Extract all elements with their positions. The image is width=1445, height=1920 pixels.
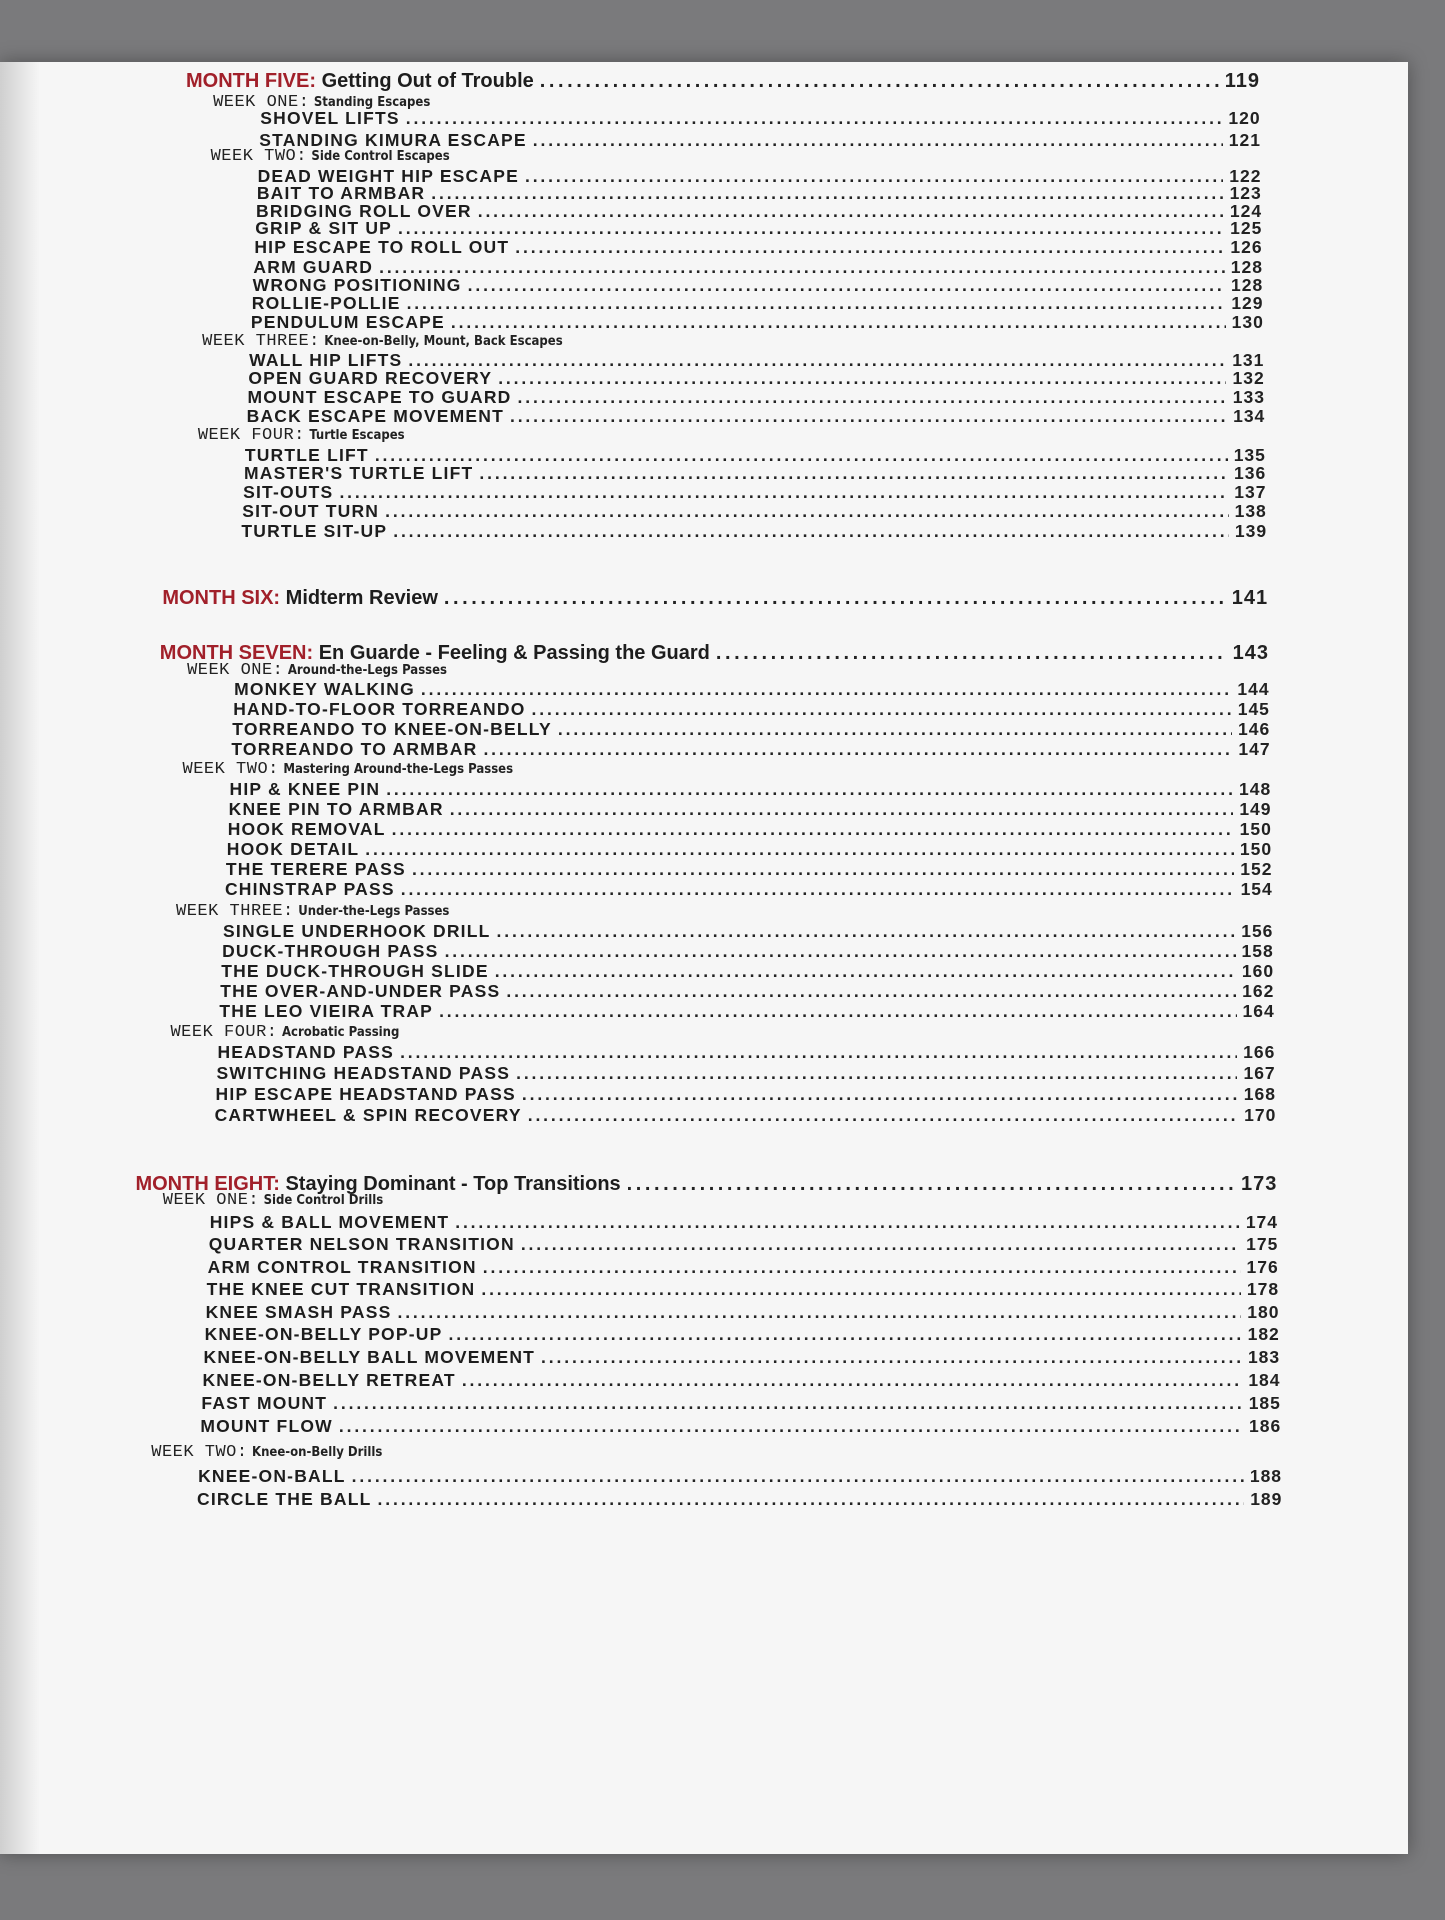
entry-title: HOOK REMOVAL <box>227 819 386 839</box>
toc-entry <box>197 1489 1282 1510</box>
week-label: WEEK THREE: <box>202 332 320 351</box>
toc-entry <box>230 779 1272 800</box>
entry-title: HIPS & BALL MOVEMENT <box>209 1212 450 1232</box>
table-of-contents <box>0 62 1408 1854</box>
dot-leader <box>521 1234 1240 1255</box>
entry-title: DUCK-THROUGH PASS <box>222 941 439 961</box>
page-number: 184 <box>1248 1370 1281 1390</box>
dot-leader <box>533 130 1223 151</box>
page-number: 166 <box>1243 1042 1276 1062</box>
page-number: 148 <box>1238 779 1272 799</box>
dot-leader <box>510 406 1227 427</box>
toc-entry <box>233 699 1270 720</box>
week-heading <box>170 1023 399 1042</box>
week-heading <box>198 426 405 445</box>
week-label: WEEK ONE: <box>187 661 284 680</box>
toc-entry <box>229 799 1272 820</box>
dot-leader <box>518 387 1227 408</box>
dot-leader <box>483 739 1232 760</box>
dot-leader <box>386 779 1233 800</box>
dot-leader <box>540 70 1219 93</box>
page-number: 131 <box>1232 350 1265 370</box>
dot-leader <box>400 1042 1237 1063</box>
page-number: 145 <box>1237 699 1270 719</box>
entry-title: KNEE-ON-BELLY BALL MOVEMENT <box>203 1347 536 1367</box>
page-number: 136 <box>1234 463 1267 483</box>
week-title: Acrobatic Passing <box>281 1025 400 1040</box>
month-title: Staying Dominant - Top Transitions <box>285 1173 621 1195</box>
entry-title: THE LEO VIEIRA TRAP <box>219 1001 434 1021</box>
entry-title: HIP ESCAPE TO ROLL OUT <box>254 237 510 257</box>
page-number: 128 <box>1230 257 1263 277</box>
dot-leader <box>516 1063 1237 1084</box>
page-number: 133 <box>1232 387 1265 407</box>
month-label: MONTH FIVE: <box>186 70 316 92</box>
month-entry <box>162 587 1268 610</box>
dot-leader <box>497 921 1236 942</box>
dot-leader <box>352 1466 1244 1487</box>
page-number: 120 <box>1228 108 1261 128</box>
entry-title: SWITCHING HEADSTAND PASS <box>216 1063 511 1083</box>
page-number: 168 <box>1243 1084 1276 1104</box>
entry-title: BRIDGING ROLL OVER <box>256 201 472 221</box>
entry-title: THE OVER-AND-UNDER PASS <box>220 981 501 1001</box>
week-heading <box>151 1443 382 1462</box>
dot-leader <box>439 1001 1236 1022</box>
week-title: Knee-on-Belly Drills <box>252 1445 383 1460</box>
dot-leader <box>455 1212 1240 1233</box>
week-label: WEEK TWO: <box>151 1443 248 1462</box>
dot-leader <box>495 961 1236 982</box>
page-number: 147 <box>1238 739 1271 759</box>
entry-title: HEADSTAND PASS <box>217 1042 395 1062</box>
page-number: 186 <box>1249 1416 1282 1436</box>
page-number: 146 <box>1238 719 1271 739</box>
week-heading <box>163 1191 383 1210</box>
page-number: 128 <box>1231 275 1264 295</box>
toc-entry <box>216 1084 1276 1105</box>
dot-leader <box>532 699 1232 720</box>
entry-title: QUARTER NELSON TRANSITION <box>208 1234 515 1254</box>
entry-title: FAST MOUNT <box>201 1393 328 1413</box>
toc-entry <box>200 1416 1281 1437</box>
page-number: 188 <box>1249 1466 1283 1486</box>
entry-title: TORREANDO TO ARMBAR <box>231 739 478 759</box>
dot-leader <box>339 1416 1243 1437</box>
entry-title: HIP & KNEE PIN <box>229 779 381 799</box>
week-label: WEEK TWO: <box>210 147 307 166</box>
entry-title: KNEE PIN TO ARMBAR <box>228 799 444 819</box>
toc-entry <box>247 406 1266 427</box>
page-number: 182 <box>1247 1324 1280 1344</box>
toc-entry <box>242 501 1267 522</box>
toc-entry <box>219 1001 1274 1022</box>
entry-title: THE KNEE CUT TRANSITION <box>206 1279 476 1299</box>
entry-title: SHOVEL LIFTS <box>260 108 400 128</box>
page-number: 158 <box>1241 941 1274 961</box>
page-number: 175 <box>1246 1234 1279 1254</box>
entry-title: HAND-TO-FLOOR TORREANDO <box>233 699 526 719</box>
dot-leader <box>462 1370 1243 1391</box>
toc-entry <box>210 1212 1278 1233</box>
toc-entry <box>223 921 1273 942</box>
page-number: 130 <box>1231 312 1264 332</box>
dot-leader <box>522 1084 1238 1105</box>
week-heading <box>187 661 447 680</box>
page-number: 173 <box>1241 1173 1278 1195</box>
page-number: 132 <box>1232 368 1265 388</box>
page-number: 150 <box>1239 839 1273 859</box>
week-label: WEEK FOUR: <box>170 1023 278 1042</box>
entry-title: WRONG POSITIONING <box>252 275 462 295</box>
toc-entry <box>228 819 1272 840</box>
toc-entry <box>248 368 1264 389</box>
week-label: WEEK ONE: <box>213 93 310 112</box>
page-number: 162 <box>1242 981 1275 1001</box>
dot-leader <box>515 237 1224 258</box>
entry-title: MONKEY WALKING <box>234 679 415 699</box>
dot-leader <box>481 1279 1241 1300</box>
toc-entry <box>206 1302 1280 1323</box>
dot-leader <box>397 1302 1241 1323</box>
page-number: 152 <box>1240 859 1273 879</box>
dot-leader <box>392 819 1234 840</box>
entry-title: MASTER'S TURTLE LIFT <box>244 463 474 483</box>
toc-entry <box>198 1466 1282 1487</box>
month-label: MONTH SEVEN: <box>159 642 314 664</box>
entry-title: ROLLIE-POLLIE <box>251 293 401 313</box>
week-title: Under-the-Legs Passes <box>298 904 450 919</box>
month-title: Getting Out of Trouble <box>321 70 534 92</box>
page-number: 139 <box>1234 521 1268 541</box>
toc-entry <box>215 1105 1277 1126</box>
dot-leader <box>528 1105 1238 1126</box>
week-heading <box>202 332 563 351</box>
page-number: 164 <box>1242 1001 1275 1021</box>
week-title: Side Control Escapes <box>311 149 450 164</box>
toc-entry <box>260 108 1260 129</box>
entry-title: CARTWHEEL & SPIN RECOVERY <box>214 1105 522 1125</box>
dot-leader <box>412 859 1234 880</box>
page-number: 141 <box>1231 587 1269 609</box>
dot-leader <box>627 1173 1235 1196</box>
dot-leader <box>716 642 1227 665</box>
page-number: 178 <box>1246 1279 1280 1299</box>
entry-title: STANDING KIMURA ESCAPE <box>259 130 527 150</box>
week-heading <box>183 760 514 779</box>
month-title: Midterm Review <box>285 587 438 609</box>
entry-title: SIT-OUTS <box>243 482 334 502</box>
book-page <box>0 62 1408 1854</box>
toc-entry <box>234 679 1270 700</box>
entry-title: SIT-OUT TURN <box>242 501 380 521</box>
toc-entry <box>254 237 1262 258</box>
page-number: 167 <box>1243 1063 1276 1083</box>
toc-entry <box>208 1257 1279 1278</box>
toc-entry <box>201 1393 1280 1414</box>
entry-title: CIRCLE THE BALL <box>197 1489 372 1509</box>
dot-leader <box>451 312 1226 333</box>
dot-leader <box>407 293 1226 314</box>
entry-title: HIP ESCAPE HEADSTAND PASS <box>215 1084 516 1104</box>
week-title: Around-the-Legs Passes <box>287 663 448 678</box>
week-title: Standing Escapes <box>313 95 431 110</box>
entry-title: WALL HIP LIFTS <box>249 350 403 370</box>
toc-entry <box>202 1370 1280 1391</box>
dot-leader <box>333 1393 1243 1414</box>
toc-entry <box>244 463 1266 484</box>
entry-title: TURTLE LIFT <box>244 445 369 465</box>
entry-title: CHINSTRAP PASS <box>224 879 395 899</box>
toc-entry <box>227 839 1272 860</box>
page-number: 154 <box>1240 879 1273 899</box>
toc-entry <box>255 218 1262 239</box>
entry-title: TURTLE SIT-UP <box>241 521 388 541</box>
week-label: WEEK TWO: <box>182 760 279 779</box>
entry-title: OPEN GUARD RECOVERY <box>248 368 493 388</box>
toc-entry <box>204 1347 1281 1368</box>
entry-title: KNEE-ON-BELLY POP-UP <box>204 1324 443 1344</box>
page-number: 183 <box>1247 1347 1281 1367</box>
month-label: MONTH EIGHT: <box>135 1173 280 1195</box>
entry-title: HOOK DETAIL <box>226 839 360 859</box>
entry-title: THE DUCK-THROUGH SLIDE <box>221 961 489 981</box>
entry-title: SINGLE UNDERHOOK DRILL <box>223 921 491 941</box>
dot-leader <box>498 368 1226 389</box>
entry-title: ARM CONTROL TRANSITION <box>207 1257 477 1277</box>
toc-entry <box>217 1063 1276 1084</box>
month-title: En Guarde - Feeling & Passing the Guard <box>318 642 710 664</box>
week-heading <box>211 147 450 166</box>
dot-leader <box>365 839 1234 860</box>
page-number: 174 <box>1245 1212 1279 1232</box>
entry-title: KNEE-ON-BALL <box>198 1466 346 1486</box>
toc-entry <box>217 1042 1275 1063</box>
page-number: 129 <box>1231 293 1264 313</box>
toc-entry <box>232 719 1270 740</box>
week-label: WEEK FOUR: <box>197 426 305 445</box>
toc-entry <box>225 879 1273 900</box>
page-number: 149 <box>1239 799 1272 819</box>
entry-title: MOUNT ESCAPE TO GUARD <box>247 387 512 407</box>
entry-title: KNEE SMASH PASS <box>205 1302 392 1322</box>
toc-entry <box>207 1279 1279 1300</box>
page-number: 189 <box>1250 1489 1283 1509</box>
dot-leader <box>398 218 1224 239</box>
page-number: 138 <box>1234 501 1267 521</box>
dot-leader <box>479 463 1228 484</box>
page-number: 176 <box>1246 1257 1279 1277</box>
toc-entry <box>226 859 1273 880</box>
dot-leader <box>506 981 1236 1002</box>
dot-leader <box>558 719 1232 740</box>
entry-title: BACK ESCAPE MOVEMENT <box>246 406 504 426</box>
toc-entry <box>209 1234 1279 1255</box>
week-title: Turtle Escapes <box>309 428 405 443</box>
week-label: WEEK THREE: <box>176 902 294 921</box>
week-title: Side Control Drills <box>263 1193 384 1208</box>
entry-title: GRIP & SIT UP <box>255 218 393 238</box>
dot-leader <box>449 1324 1242 1345</box>
week-heading <box>176 902 449 921</box>
page-number: 143 <box>1232 642 1270 664</box>
page-number: 121 <box>1228 130 1261 150</box>
dot-leader <box>406 108 1223 129</box>
page-number: 134 <box>1233 406 1266 426</box>
dot-leader <box>385 501 1228 522</box>
page-number: 135 <box>1233 445 1266 465</box>
dot-leader <box>483 1257 1241 1278</box>
toc-entry <box>222 941 1274 962</box>
entry-title: BAIT TO ARMBAR <box>256 183 426 203</box>
toc-entry <box>221 961 1274 982</box>
dot-leader <box>401 879 1235 900</box>
entry-title: MOUNT FLOW <box>200 1416 333 1436</box>
page-number: 119 <box>1224 70 1260 92</box>
dot-leader <box>393 521 1229 542</box>
page-number: 144 <box>1237 679 1270 699</box>
toc-entry <box>243 482 1266 503</box>
toc-entry <box>205 1324 1280 1345</box>
page-number: 180 <box>1247 1302 1280 1322</box>
dot-leader <box>445 941 1236 962</box>
entry-title: ARM GUARD <box>253 257 374 277</box>
dot-leader <box>339 482 1228 503</box>
week-label: WEEK ONE: <box>162 1191 260 1210</box>
dot-leader <box>444 587 1226 610</box>
week-title: Mastering Around-the-Legs Passes <box>283 762 514 777</box>
page-number: 124 <box>1229 201 1263 221</box>
page-number: 160 <box>1241 961 1275 981</box>
page-number: 137 <box>1234 482 1267 502</box>
toc-entry <box>220 981 1274 1002</box>
entry-title: THE TERERE PASS <box>225 859 406 879</box>
entry-title: PENDULUM ESCAPE <box>250 312 445 332</box>
dot-leader <box>450 799 1234 820</box>
month-label: MONTH SIX: <box>162 587 281 609</box>
entry-title: TORREANDO TO KNEE-ON-BELLY <box>232 719 552 739</box>
toc-entry <box>252 293 1264 314</box>
page-number: 122 <box>1229 166 1262 186</box>
toc-entry <box>247 387 1265 408</box>
dot-leader <box>378 1489 1245 1510</box>
dot-leader <box>421 679 1232 700</box>
page-number: 156 <box>1241 921 1274 941</box>
page-number: 126 <box>1230 237 1263 257</box>
toc-entry <box>241 521 1267 542</box>
page-number: 185 <box>1248 1393 1281 1413</box>
entry-title: DEAD WEIGHT HIP ESCAPE <box>257 166 519 186</box>
page-number: 125 <box>1230 218 1263 238</box>
page-number: 170 <box>1244 1105 1277 1125</box>
entry-title: KNEE-ON-BELLY RETREAT <box>202 1370 456 1390</box>
toc-entry <box>251 312 1264 333</box>
page-number: 150 <box>1239 819 1272 839</box>
month-entry <box>186 70 1260 93</box>
week-title: Knee-on-Belly, Mount, Back Escapes <box>324 334 563 349</box>
toc-entry <box>231 739 1270 760</box>
page-number: 123 <box>1229 183 1262 203</box>
dot-leader <box>541 1347 1242 1368</box>
